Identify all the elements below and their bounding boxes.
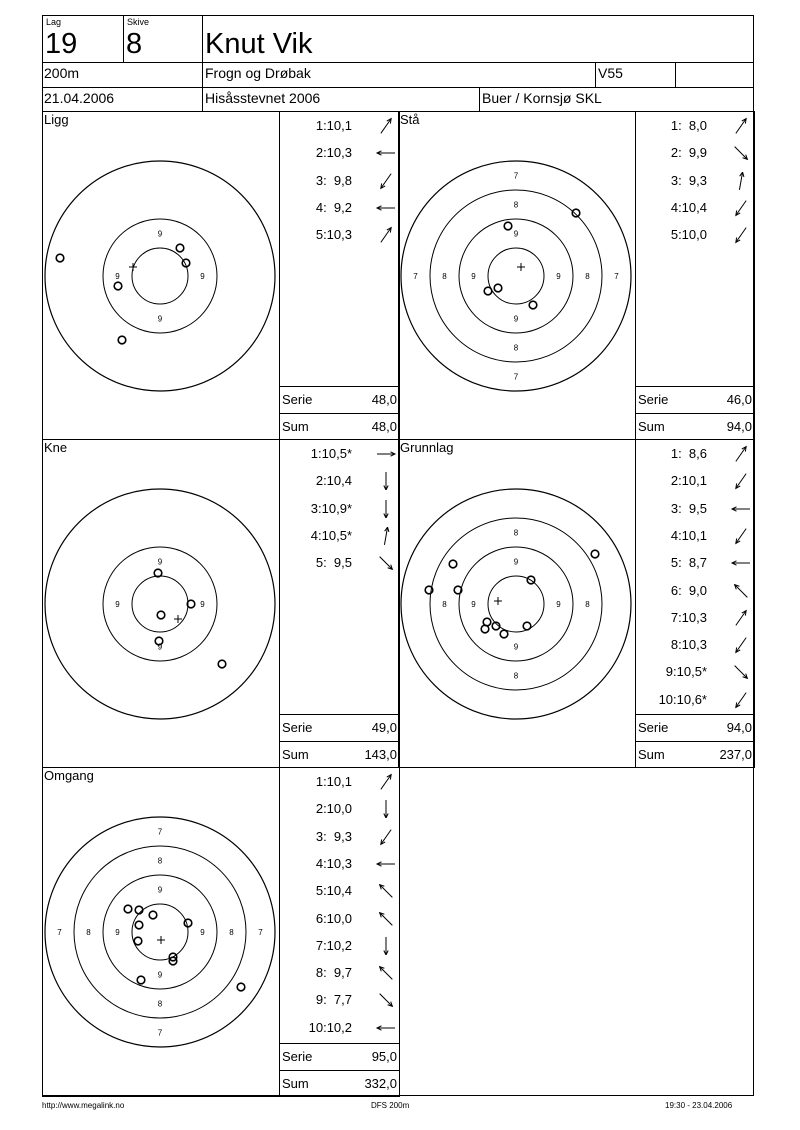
direction-arrow-icon xyxy=(730,609,752,627)
ring-label: 9 xyxy=(471,272,476,281)
class: V55 xyxy=(598,65,623,81)
shot-score: 3: 9,5 xyxy=(670,500,707,516)
shot-score: 3: 9,8 xyxy=(315,172,352,188)
shot-score: 2:10,1 xyxy=(670,473,707,489)
direction-arrow-icon xyxy=(375,144,397,162)
header-lag-box xyxy=(42,15,124,63)
club: Frogn og Drøbak xyxy=(205,65,311,81)
target-panel xyxy=(398,439,636,768)
target-ring-10 xyxy=(132,576,188,632)
direction-arrow-icon xyxy=(730,691,752,709)
ring-label: 9 xyxy=(471,600,476,609)
shot-hole xyxy=(500,630,508,638)
group-center-cross xyxy=(494,597,502,605)
ring-label: 8 xyxy=(442,272,447,281)
shot-hole xyxy=(529,301,537,309)
shot-score: 2:10,3 xyxy=(315,145,352,161)
direction-arrow-icon xyxy=(375,445,397,463)
ring-label: 9 xyxy=(556,600,561,609)
shot-list-panel xyxy=(279,111,400,440)
shot-hole xyxy=(134,937,142,945)
footer-url: http://www.megalink.no xyxy=(42,1101,125,1110)
ring-label: 8 xyxy=(513,671,519,681)
serie-value: 46,0 xyxy=(726,392,752,407)
sum-value: 237,0 xyxy=(719,747,752,762)
target-diagram xyxy=(399,440,634,766)
section-title: Omgang xyxy=(44,768,94,783)
skive-label: Skive xyxy=(127,17,150,27)
direction-arrow-icon xyxy=(730,172,752,190)
ring-label: 9 xyxy=(157,229,163,239)
distance: 200m xyxy=(44,65,80,81)
shot-score: 5: 9,5 xyxy=(315,555,352,571)
shot-row xyxy=(636,472,755,490)
direction-arrow-icon xyxy=(375,199,397,217)
date: 21.04.2006 xyxy=(44,90,115,106)
shot-row xyxy=(280,991,400,1009)
shot-score: 5: 8,7 xyxy=(670,555,707,571)
shooter-name: Knut Vik xyxy=(205,28,313,60)
shot-score: 6: 9,0 xyxy=(670,582,707,598)
ring-label: 9 xyxy=(513,314,519,324)
shot-row xyxy=(280,226,400,244)
shot-row xyxy=(636,199,755,217)
shot-row xyxy=(636,445,755,463)
header-row-3 xyxy=(42,87,754,112)
serie-value: 95,0 xyxy=(371,1049,397,1064)
sum-label: Sum xyxy=(282,1076,309,1091)
shot-score: 3: 9,3 xyxy=(670,172,707,188)
direction-arrow-icon xyxy=(730,663,752,681)
target-ring-8 xyxy=(430,518,602,690)
ring-label: 9 xyxy=(157,642,163,652)
shot-row xyxy=(280,964,400,982)
shot-score: 1: 8,6 xyxy=(670,446,707,461)
shot-row xyxy=(280,937,400,955)
footer-timestamp: 19:30 - 23.04.2006 xyxy=(665,1101,733,1110)
shot-hole xyxy=(572,209,580,217)
sum-label: Sum xyxy=(638,419,665,434)
shot-score: 2:10,4 xyxy=(315,473,352,489)
shot-hole xyxy=(494,284,502,292)
target-outer-ring xyxy=(401,489,631,719)
shot-hole xyxy=(218,660,226,668)
target-outer-ring xyxy=(45,817,275,1047)
ring-label: 8 xyxy=(513,200,519,210)
target-outer-ring xyxy=(401,161,631,391)
sum-row xyxy=(280,413,399,440)
shot-list-panel xyxy=(279,439,400,768)
group-center-cross xyxy=(157,936,165,944)
shot-hole xyxy=(124,905,132,913)
shot-hole xyxy=(481,625,489,633)
shot-hole xyxy=(425,586,433,594)
ring-label: 9 xyxy=(513,642,519,652)
shot-score: 1:10,1 xyxy=(315,118,352,133)
target-ring-10 xyxy=(488,576,544,632)
shot-score: 3: 9,3 xyxy=(315,828,352,844)
shot-score: 5:10,0 xyxy=(670,227,707,243)
shot-row xyxy=(280,527,400,545)
ring-label: 9 xyxy=(200,928,205,937)
ring-label: 8 xyxy=(86,928,91,937)
direction-arrow-icon xyxy=(730,472,752,490)
direction-arrow-icon xyxy=(375,500,397,518)
shot-row xyxy=(636,609,755,627)
shot-hole xyxy=(135,921,143,929)
shot-score: 8:10,3 xyxy=(670,637,707,653)
header-name-box xyxy=(202,15,754,63)
shot-row xyxy=(636,500,755,518)
ring-label: 9 xyxy=(157,314,163,324)
direction-arrow-icon xyxy=(375,554,397,572)
shot-row xyxy=(280,445,400,463)
sum-value: 332,0 xyxy=(364,1076,397,1091)
shot-score: 1:10,1 xyxy=(315,774,352,789)
target-ring-8 xyxy=(430,190,602,362)
shot-row xyxy=(280,855,400,873)
shot-hole xyxy=(135,906,143,914)
serie-value: 49,0 xyxy=(371,720,397,735)
ring-label: 8 xyxy=(442,600,447,609)
target-diagram xyxy=(43,112,278,438)
shot-score: 2:10,0 xyxy=(315,801,352,817)
header-skive-box xyxy=(123,15,203,63)
target-outer-ring xyxy=(45,489,275,719)
shot-row xyxy=(280,172,400,190)
target-outer-ring xyxy=(45,161,275,391)
shot-hole xyxy=(56,254,64,262)
shot-hole xyxy=(184,919,192,927)
target-panel xyxy=(42,439,280,768)
organizer: Buer / Kornsjø SKL xyxy=(482,90,602,106)
shot-row xyxy=(636,663,755,681)
shot-score: 10:10,6* xyxy=(658,691,707,707)
direction-arrow-icon xyxy=(375,855,397,873)
target-panel xyxy=(42,767,280,1097)
shot-score: 4: 9,2 xyxy=(315,199,352,215)
shot-row xyxy=(280,144,400,162)
shot-score: 6:10,0 xyxy=(315,910,352,926)
shot-score: 9:10,5* xyxy=(665,664,707,680)
direction-arrow-icon xyxy=(730,582,752,600)
shot-row xyxy=(280,1019,400,1037)
ring-label: 8 xyxy=(513,528,519,538)
shot-row xyxy=(280,910,400,928)
ring-label: 7 xyxy=(513,372,519,382)
target-ring-10 xyxy=(132,248,188,304)
direction-arrow-icon xyxy=(730,226,752,244)
serie-label: Serie xyxy=(638,392,669,407)
shot-row xyxy=(280,800,400,818)
footer-center: DFS 200m xyxy=(371,1101,410,1110)
shot-hole xyxy=(591,550,599,558)
direction-arrow-icon xyxy=(375,964,397,982)
serie-row xyxy=(280,714,399,741)
direction-arrow-icon xyxy=(375,472,397,490)
ring-label: 7 xyxy=(413,272,418,281)
shot-row xyxy=(636,172,755,190)
header-row-2 xyxy=(42,62,754,88)
ring-label: 8 xyxy=(157,856,163,866)
serie-row xyxy=(636,386,754,413)
shot-score: 4:10,3 xyxy=(315,855,352,871)
shot-score: 2: 9,9 xyxy=(670,145,707,161)
serie-row xyxy=(636,714,754,741)
sum-value: 143,0 xyxy=(364,747,397,762)
target-diagram xyxy=(43,768,278,1095)
shot-hole xyxy=(149,911,157,919)
ring-label: 9 xyxy=(115,600,120,609)
shot-score: 3:10,9* xyxy=(310,500,352,516)
shot-score: 10:10,2 xyxy=(308,1019,352,1035)
ring-label: 9 xyxy=(513,229,519,239)
ring-label: 9 xyxy=(115,272,120,281)
ring-label: 9 xyxy=(157,557,163,567)
shot-hole xyxy=(523,622,531,630)
shot-score: 7:10,2 xyxy=(315,937,352,953)
direction-arrow-icon xyxy=(375,937,397,955)
shot-score: 4:10,5* xyxy=(310,527,352,543)
direction-arrow-icon xyxy=(375,773,397,791)
direction-arrow-icon xyxy=(375,991,397,1009)
ring-label: 7 xyxy=(258,928,263,937)
shot-row xyxy=(636,117,755,135)
serie-value: 48,0 xyxy=(371,392,397,407)
target-panel xyxy=(42,111,280,440)
direction-arrow-icon xyxy=(375,527,397,545)
skive-value: 8 xyxy=(126,28,143,60)
ring-label: 9 xyxy=(200,272,205,281)
ring-label: 7 xyxy=(614,272,619,281)
section-title: Stå xyxy=(400,112,420,127)
ring-label: 8 xyxy=(513,343,519,353)
shot-score: 4:10,4 xyxy=(670,199,707,215)
sum-label: Sum xyxy=(638,747,665,762)
ring-label: 9 xyxy=(200,600,205,609)
sum-value: 94,0 xyxy=(726,419,752,434)
direction-arrow-icon xyxy=(375,226,397,244)
shot-score: 4:10,1 xyxy=(670,527,707,543)
lag-label: Lag xyxy=(46,17,62,27)
shot-hole xyxy=(237,983,245,991)
section-title: Kne xyxy=(44,440,68,455)
direction-arrow-icon xyxy=(375,882,397,900)
shot-hole xyxy=(157,611,165,619)
shot-row xyxy=(636,691,755,709)
shot-row xyxy=(280,199,400,217)
ring-label: 7 xyxy=(157,827,163,837)
shot-hole xyxy=(114,282,122,290)
ring-label: 8 xyxy=(157,999,163,1009)
ring-label: 8 xyxy=(585,600,590,609)
target-panel xyxy=(398,111,636,440)
ring-label: 7 xyxy=(513,171,519,181)
serie-row xyxy=(280,1043,399,1070)
serie-value: 94,0 xyxy=(726,720,752,735)
target-diagram xyxy=(399,112,634,438)
shot-row xyxy=(280,773,400,791)
shot-row xyxy=(636,554,755,572)
shot-score: 1:10,5* xyxy=(310,446,352,461)
event: Hisåsstevnet 2006 xyxy=(205,90,321,106)
sum-label: Sum xyxy=(282,747,309,762)
direction-arrow-icon xyxy=(730,500,752,518)
serie-label: Serie xyxy=(282,720,313,735)
ring-label: 7 xyxy=(157,1028,163,1038)
ring-label: 8 xyxy=(585,272,590,281)
sum-row xyxy=(636,741,754,768)
sum-value: 48,0 xyxy=(371,419,397,434)
direction-arrow-icon xyxy=(730,199,752,217)
section-title: Ligg xyxy=(44,112,69,127)
group-center-cross xyxy=(517,263,525,271)
shot-row xyxy=(636,226,755,244)
shot-row xyxy=(636,527,755,545)
direction-arrow-icon xyxy=(730,445,752,463)
shot-row xyxy=(636,582,755,600)
shot-row xyxy=(280,828,400,846)
sum-row xyxy=(280,741,399,768)
direction-arrow-icon xyxy=(730,554,752,572)
ring-label: 7 xyxy=(57,928,62,937)
shot-score: 5:10,4 xyxy=(315,883,352,899)
shot-list-panel xyxy=(635,111,755,440)
sum-row xyxy=(636,413,754,440)
shot-hole xyxy=(176,244,184,252)
shot-row xyxy=(280,500,400,518)
direction-arrow-icon xyxy=(375,1019,397,1037)
shot-list-panel xyxy=(279,767,400,1097)
section-title: Grunnlag xyxy=(400,440,454,455)
direction-arrow-icon xyxy=(375,800,397,818)
shot-hole xyxy=(504,222,512,230)
direction-arrow-icon xyxy=(730,527,752,545)
target-ring-10 xyxy=(132,904,188,960)
shot-score: 9: 7,7 xyxy=(315,992,352,1008)
lag-value: 19 xyxy=(45,28,78,60)
serie-label: Serie xyxy=(282,1049,313,1064)
direction-arrow-icon xyxy=(730,144,752,162)
shot-row xyxy=(280,554,400,572)
shot-hole xyxy=(449,560,457,568)
direction-arrow-icon xyxy=(730,117,752,135)
shot-hole xyxy=(118,336,126,344)
shot-hole xyxy=(137,976,145,984)
serie-label: Serie xyxy=(282,392,313,407)
target-diagram xyxy=(43,440,278,766)
ring-label: 9 xyxy=(157,970,163,980)
direction-arrow-icon xyxy=(375,172,397,190)
shot-score: 7:10,3 xyxy=(670,609,707,625)
ring-label: 8 xyxy=(229,928,234,937)
direction-arrow-icon xyxy=(375,828,397,846)
shot-hole xyxy=(484,287,492,295)
sum-label: Sum xyxy=(282,419,309,434)
shot-row xyxy=(636,636,755,654)
ring-label: 9 xyxy=(513,557,519,567)
ring-label: 9 xyxy=(556,272,561,281)
shot-row xyxy=(280,117,400,135)
shot-score: 8: 9,7 xyxy=(315,965,352,981)
group-center-cross xyxy=(174,615,182,623)
target-ring-8 xyxy=(74,846,246,1018)
shot-row xyxy=(280,472,400,490)
sum-row xyxy=(280,1070,399,1097)
group-center-cross xyxy=(129,263,137,271)
direction-arrow-icon xyxy=(375,117,397,135)
shot-list-panel xyxy=(635,439,755,768)
shot-row xyxy=(280,882,400,900)
serie-row xyxy=(280,386,399,413)
ring-label: 9 xyxy=(115,928,120,937)
shot-row xyxy=(636,144,755,162)
direction-arrow-icon xyxy=(375,910,397,928)
shot-score: 1: 8,0 xyxy=(670,118,707,133)
direction-arrow-icon xyxy=(730,636,752,654)
serie-label: Serie xyxy=(638,720,669,735)
shot-score: 5:10,3 xyxy=(315,227,352,243)
target-ring-10 xyxy=(488,248,544,304)
ring-label: 9 xyxy=(157,885,163,895)
